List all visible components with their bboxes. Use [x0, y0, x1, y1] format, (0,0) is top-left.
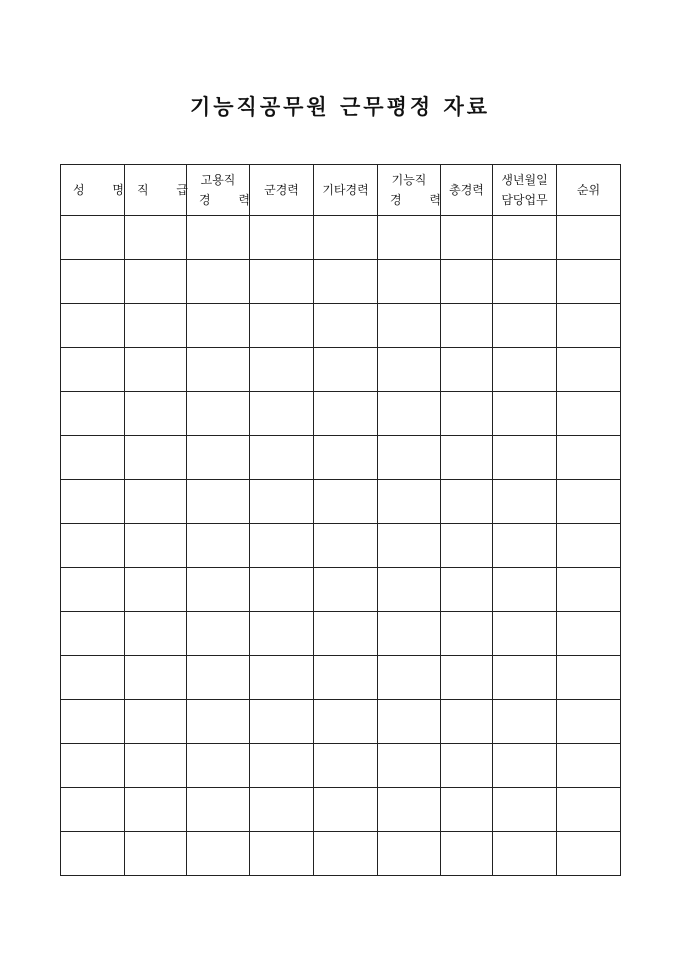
- table-cell: [314, 436, 378, 480]
- table-cell: [61, 656, 125, 700]
- table-cell: [187, 568, 250, 612]
- table-cell: [378, 832, 441, 876]
- table-cell: [250, 480, 314, 524]
- table-cell: [441, 832, 493, 876]
- header-birthdate-line: 생년월일: [501, 173, 548, 187]
- header-military-career-label: 군경력: [264, 183, 299, 197]
- header-row: [61, 165, 621, 216]
- table-cell: [493, 436, 557, 480]
- table-cell: [187, 788, 250, 832]
- table-cell: [441, 392, 493, 436]
- table-cell: [61, 216, 125, 260]
- header-employment-career-line2: 경 력: [199, 193, 262, 207]
- header-technical-career: [378, 165, 453, 216]
- header-duty-line: 담당업무: [501, 193, 548, 207]
- table-cell: [493, 744, 557, 788]
- table-cell: [61, 304, 125, 348]
- header-rank-label: 순위: [576, 183, 601, 197]
- table-cell: [441, 788, 493, 832]
- table-cell: [493, 304, 557, 348]
- table-cell: [250, 612, 314, 656]
- table-cell: [61, 348, 125, 392]
- table-cell: [378, 436, 441, 480]
- table-cell: [187, 524, 250, 568]
- table-row: [61, 612, 621, 656]
- table-cell: [125, 832, 187, 876]
- table-cell: [314, 260, 378, 304]
- table-cell: [378, 524, 441, 568]
- table-cell: [441, 744, 493, 788]
- table-row: [61, 436, 621, 480]
- header-technical-career-line2: 경 력: [390, 193, 453, 207]
- table-cell: [187, 744, 250, 788]
- table-cell: [557, 788, 621, 832]
- table-cell: [61, 612, 125, 656]
- header-employment-career-line1: 고용직: [200, 173, 236, 187]
- table-row: [61, 700, 621, 744]
- table-cell: [493, 612, 557, 656]
- table-cell: [125, 788, 187, 832]
- header-technical-career-line1: 기능직: [391, 173, 427, 187]
- table-cell: [125, 216, 187, 260]
- table-cell: [187, 832, 250, 876]
- table-cell: [314, 832, 378, 876]
- header-other-career: [314, 165, 378, 216]
- table-cell: [378, 744, 441, 788]
- table-cell: [250, 832, 314, 876]
- table-cell: [493, 480, 557, 524]
- table-cell: [378, 216, 441, 260]
- table-cell: [61, 744, 125, 788]
- table-cell: [250, 700, 314, 744]
- table-cell: [314, 700, 378, 744]
- header-grade-label: 직 급: [137, 183, 200, 197]
- table-cell: [125, 260, 187, 304]
- table-cell: [493, 568, 557, 612]
- table-cell: [125, 348, 187, 392]
- table-row: [61, 568, 621, 612]
- table-cell: [441, 216, 493, 260]
- table-cell: [250, 744, 314, 788]
- table-cell: [187, 436, 250, 480]
- table-cell: [378, 788, 441, 832]
- table-cell: [378, 392, 441, 436]
- table-cell: [314, 656, 378, 700]
- table-cell: [493, 348, 557, 392]
- table-cell: [187, 612, 250, 656]
- table-cell: [187, 700, 250, 744]
- table-cell: [378, 260, 441, 304]
- table-cell: [187, 656, 250, 700]
- header-other-career-label: 기타경력: [322, 183, 369, 197]
- evaluation-table: [60, 164, 621, 876]
- table-cell: [314, 524, 378, 568]
- header-birthdate-duty: [493, 165, 557, 216]
- table-cell: [250, 348, 314, 392]
- table-cell: [378, 612, 441, 656]
- table-cell: [441, 612, 493, 656]
- table-body: [61, 216, 621, 876]
- table-row: [61, 788, 621, 832]
- table-cell: [441, 700, 493, 744]
- table-cell: [250, 656, 314, 700]
- table-cell: [378, 656, 441, 700]
- table-cell: [61, 436, 125, 480]
- table-cell: [557, 260, 621, 304]
- table-cell: [378, 304, 441, 348]
- table-cell: [378, 568, 441, 612]
- table-cell: [557, 612, 621, 656]
- table-cell: [250, 304, 314, 348]
- table-cell: [557, 700, 621, 744]
- table-row: [61, 832, 621, 876]
- table-row: [61, 656, 621, 700]
- header-name: [61, 165, 136, 216]
- table-cell: [441, 524, 493, 568]
- table-cell: [61, 480, 125, 524]
- table-cell: [314, 480, 378, 524]
- table-cell: [441, 480, 493, 524]
- table-cell: [250, 524, 314, 568]
- table-row: [61, 304, 621, 348]
- table-cell: [557, 480, 621, 524]
- table-cell: [125, 568, 187, 612]
- table-cell: [61, 700, 125, 744]
- table-cell: [187, 304, 250, 348]
- table-row: [61, 348, 621, 392]
- table-row: [61, 260, 621, 304]
- table-cell: [557, 216, 621, 260]
- table-row: [61, 524, 621, 568]
- table-cell: [250, 436, 314, 480]
- table-cell: [125, 656, 187, 700]
- table-cell: [557, 524, 621, 568]
- table-cell: [314, 788, 378, 832]
- header-rank: [557, 165, 621, 216]
- table-cell: [187, 480, 250, 524]
- table-cell: [61, 788, 125, 832]
- table-cell: [125, 392, 187, 436]
- table-cell: [557, 392, 621, 436]
- table-cell: [125, 304, 187, 348]
- table-cell: [250, 216, 314, 260]
- document-title: 기능직공무원 근무평정 자료: [189, 94, 491, 119]
- table-cell: [314, 612, 378, 656]
- table-cell: [493, 656, 557, 700]
- table-cell: [557, 744, 621, 788]
- table-cell: [61, 260, 125, 304]
- table-cell: [187, 260, 250, 304]
- table-cell: [441, 304, 493, 348]
- table-cell: [187, 348, 250, 392]
- table-cell: [125, 744, 187, 788]
- table-cell: [125, 700, 187, 744]
- table-cell: [441, 260, 493, 304]
- table-row: [61, 216, 621, 260]
- table-cell: [61, 568, 125, 612]
- table-cell: [378, 480, 441, 524]
- table-cell: [493, 832, 557, 876]
- table-cell: [125, 436, 187, 480]
- table-cell: [441, 568, 493, 612]
- table-cell: [493, 700, 557, 744]
- table-cell: [61, 392, 125, 436]
- table-cell: [314, 304, 378, 348]
- table-cell: [493, 788, 557, 832]
- header-total-career-label: 총경력: [449, 183, 484, 197]
- table-cell: [557, 568, 621, 612]
- table-cell: [125, 524, 187, 568]
- table-cell: [557, 832, 621, 876]
- header-name-label: 성 명: [73, 183, 136, 197]
- table-cell: [314, 216, 378, 260]
- table-cell: [493, 260, 557, 304]
- table-cell: [125, 612, 187, 656]
- table-row: [61, 744, 621, 788]
- table-cell: [61, 524, 125, 568]
- table-row: [61, 392, 621, 436]
- table-cell: [441, 436, 493, 480]
- table-cell: [557, 348, 621, 392]
- table-cell: [378, 700, 441, 744]
- table-cell: [314, 568, 378, 612]
- table-cell: [557, 436, 621, 480]
- table-cell: [557, 656, 621, 700]
- table-cell: [125, 480, 187, 524]
- table-cell: [441, 348, 493, 392]
- table-cell: [493, 524, 557, 568]
- table-cell: [314, 744, 378, 788]
- table-cell: [250, 568, 314, 612]
- table-row: [61, 480, 621, 524]
- table-cell: [557, 304, 621, 348]
- table-cell: [250, 392, 314, 436]
- table-cell: [61, 832, 125, 876]
- table-cell: [314, 348, 378, 392]
- table-cell: [250, 788, 314, 832]
- table-cell: [493, 216, 557, 260]
- table-cell: [441, 656, 493, 700]
- table-cell: [378, 348, 441, 392]
- table-cell: [250, 260, 314, 304]
- table-cell: [187, 216, 250, 260]
- table-cell: [187, 392, 250, 436]
- table-cell: [314, 392, 378, 436]
- table-cell: [493, 392, 557, 436]
